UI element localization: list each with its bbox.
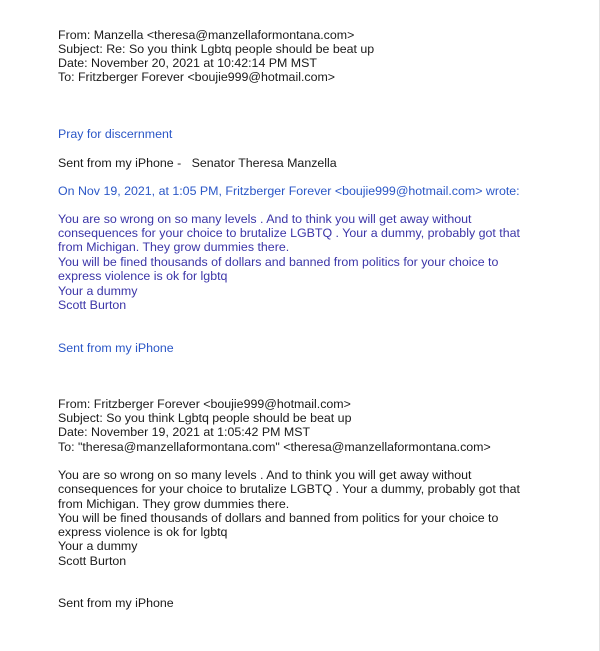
quote-line: Scott Burton [58, 298, 127, 312]
quote-line: You are so wrong on so many levels . And to think you will get away without [58, 212, 472, 226]
orig-sent: Sent from my iPhone [58, 596, 174, 610]
quote-attribution: On Nov 19, 2021, at 1:05 PM, Fritzberger Forever <boujie999@hotmail.com> wrote: [58, 184, 520, 198]
orig-line: express violence is ok for lgbtq [58, 525, 228, 539]
orig-from: From: Fritzberger Forever <boujie999@hotmail.com> [58, 397, 351, 411]
reply-text: Pray for discernment [58, 127, 173, 141]
header-subject: Subject: Re: So you think Lgbtq people should be beat up [58, 42, 375, 56]
header-date: Date: November 20, 2021 at 10:42:14 PM MST [58, 56, 317, 70]
orig-line: Your a dummy [58, 539, 138, 553]
quote-line: Your a dummy [58, 284, 138, 298]
orig-subject: Subject: So you think Lgbtq people should be beat up [58, 411, 352, 425]
orig-line: You are so wrong on so many levels . And to think you will get away without [58, 468, 472, 482]
quote-sent: Sent from my iPhone [58, 341, 174, 355]
orig-line: Scott Burton [58, 554, 127, 568]
header-to: To: Fritzberger Forever <boujie999@hotmail.com> [58, 70, 336, 84]
orig-date: Date: November 19, 2021 at 1:05:42 PM MST [58, 425, 311, 439]
quote-line: express violence is ok for lgbtq [58, 269, 228, 283]
orig-line: consequences for your choice to brutalize LGBTQ . Your a dummy, probably got that [58, 482, 520, 496]
quote-line: consequences for your choice to brutalize LGBTQ . Your a dummy, probably got that [58, 226, 520, 240]
reply-signature: Sent from my iPhone - Senator Theresa Manzella [58, 156, 337, 170]
orig-to: To: "theresa@manzellaformontana.com" <theresa@manzellaformontana.com> [58, 440, 491, 454]
quote-line: from Michigan. They grow dummies there. [58, 240, 290, 254]
quote-line: You will be fined thousands of dollars and banned from politics for your choice to [58, 255, 499, 269]
header-from: From: Manzella <theresa@manzellaformontana.com> [58, 28, 355, 42]
orig-line: You will be fined thousands of dollars and banned from politics for your choice to [58, 511, 499, 525]
orig-line: from Michigan. They grow dummies there. [58, 497, 290, 511]
